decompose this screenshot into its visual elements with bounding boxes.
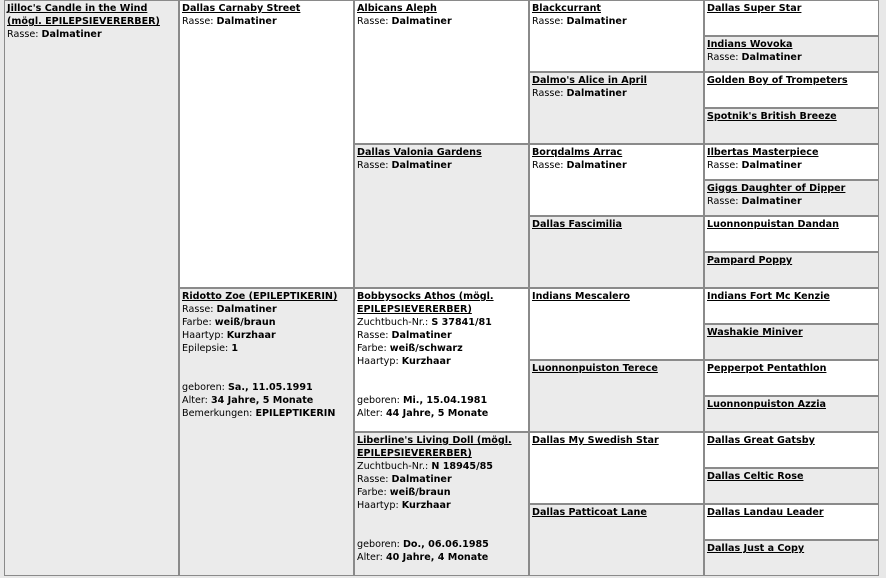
gen4-cell — [704, 252, 879, 288]
rasse-label: Rasse: — [532, 160, 564, 171]
gen3-link[interactable]: Dallas Patticoat Lane — [532, 507, 647, 518]
alter-value: 44 Jahre, 5 Monate — [385, 408, 489, 419]
alter-label: Alter: — [357, 552, 383, 563]
gen2-dd-zuchtbuch — [357, 460, 526, 473]
gen2-sd-link[interactable]: Dallas Valonia Gardens — [357, 147, 482, 158]
rasse-value: Dalmatiner — [391, 160, 452, 171]
rasse-value: Dalmatiner — [566, 160, 627, 171]
gen4-cell — [704, 36, 879, 72]
dam-geboren — [182, 381, 351, 394]
gen4-cell — [704, 216, 879, 252]
grandsire-paternal-cell — [354, 0, 529, 144]
farbe-label: Farbe: — [357, 487, 387, 498]
gen4-cell — [704, 396, 879, 432]
gen3-link[interactable]: Dalmo's Alice in April — [532, 75, 647, 86]
dam-bemerkungen — [182, 407, 351, 420]
subject-link[interactable]: Jilloc's Candle in the Wind (mögl. EPILEPSIEVERERBER) — [7, 3, 160, 27]
gen3-cell — [529, 360, 704, 432]
rasse-value: Dalmatiner — [41, 29, 102, 40]
gen2-dd-geboren — [357, 538, 526, 551]
gen4-link[interactable]: Dallas Just a Copy — [707, 543, 805, 554]
alter-value: 34 Jahre, 5 Monate — [210, 395, 314, 406]
rasse-value: Dalmatiner — [566, 88, 627, 99]
grandsire-maternal-cell — [354, 288, 529, 432]
epilepsie-label: Epilepsie: — [182, 343, 229, 354]
farbe-label: Farbe: — [182, 317, 212, 328]
haartyp-value: Kurzhaar — [401, 356, 451, 367]
rasse-label: Rasse: — [357, 330, 389, 341]
dam-rasse — [182, 303, 351, 316]
subject-rasse — [7, 28, 176, 41]
geboren-label: geboren: — [357, 395, 400, 406]
spacer — [357, 512, 526, 538]
gen4-cell — [704, 144, 879, 180]
rasse-value: Dalmatiner — [391, 474, 452, 485]
rasse-value: Dalmatiner — [741, 52, 802, 63]
haartyp-label: Haartyp: — [357, 356, 399, 367]
bemerkungen-value: EPILEPTIKERIN — [255, 408, 336, 419]
gen4-link[interactable]: Ilbertas Masterpiece — [707, 147, 819, 158]
granddam-paternal-cell — [354, 144, 529, 288]
gen4-cell — [704, 468, 879, 504]
gen3-rasse — [532, 159, 701, 172]
gen3-cell — [529, 288, 704, 360]
gen2-ds-haartyp — [357, 355, 526, 368]
sire-cell — [179, 0, 354, 288]
rasse-label: Rasse: — [532, 88, 564, 99]
gen4-cell — [704, 72, 879, 108]
geboren-value: Sa., 11.05.1991 — [227, 382, 313, 393]
gen4-link[interactable]: Dallas Landau Leader — [707, 507, 824, 518]
gen2-ss-rasse — [357, 15, 526, 28]
farbe-label: Farbe: — [357, 343, 387, 354]
zuchtbuch-label: Zuchtbuch-Nr.: — [357, 317, 429, 328]
subject-cell — [4, 0, 179, 576]
dam-epilepsie — [182, 342, 351, 355]
gen3-link[interactable]: Blackcurrant — [532, 3, 602, 14]
rasse-label: Rasse: — [7, 29, 39, 40]
gen3-cell — [529, 72, 704, 144]
gen4-link[interactable]: Dallas Super Star — [707, 3, 802, 14]
rasse-label: Rasse: — [707, 160, 739, 171]
rasse-label: Rasse: — [357, 16, 389, 27]
rasse-label: Rasse: — [182, 304, 214, 315]
gen2-ds-zuchtbuch — [357, 316, 526, 329]
alter-value: 40 Jahre, 4 Monate — [385, 552, 489, 563]
rasse-label: Rasse: — [182, 16, 214, 27]
gen3-link[interactable]: Luonnonpuiston Terece — [532, 363, 658, 374]
zuchtbuch-value: N 18945/85 — [431, 461, 493, 472]
gen4-link[interactable]: Dallas Great Gatsby — [707, 435, 815, 446]
farbe-value: weiß/braun — [214, 317, 276, 328]
rasse-label: Rasse: — [707, 196, 739, 207]
gen4-cell — [704, 540, 879, 576]
gen2-ds-geboren — [357, 394, 526, 407]
gen2-dd-haartyp — [357, 499, 526, 512]
spacer — [182, 355, 351, 381]
gen4-link[interactable]: Pepperpot Pentathlon — [707, 363, 827, 374]
gen2-dd-link[interactable]: Liberline's Living Doll (mögl. EPILEPSIEVERERBER) — [357, 435, 512, 459]
gen4-cell — [704, 108, 879, 144]
sire-rasse — [182, 15, 351, 28]
geboren-label: geboren: — [357, 539, 400, 550]
gen2-ds-link[interactable]: Bobbysocks Athos (mögl. EPILEPSIEVERERBER) — [357, 291, 494, 315]
rasse-label: Rasse: — [532, 16, 564, 27]
gen4-cell — [704, 504, 879, 540]
gen4-link[interactable]: Luonnonpuiston Azzia — [707, 399, 827, 410]
dam-farbe — [182, 316, 351, 329]
zuchtbuch-value: S 37841/81 — [431, 317, 492, 328]
gen2-dd-alter — [357, 551, 526, 564]
granddam-maternal-cell — [354, 432, 529, 576]
bemerkungen-label: Bemerkungen: — [182, 408, 253, 419]
dam-alter — [182, 394, 351, 407]
gen2-dd-rasse — [357, 473, 526, 486]
rasse-label: Rasse: — [357, 474, 389, 485]
gen4-link[interactable]: Dallas Celtic Rose — [707, 471, 804, 482]
gen3-link[interactable]: Dallas Fascimilia — [532, 219, 623, 230]
gen4-cell — [704, 180, 879, 216]
gen4-link[interactable]: Washakie Miniver — [707, 327, 803, 338]
rasse-label: Rasse: — [357, 160, 389, 171]
zuchtbuch-label: Zuchtbuch-Nr.: — [357, 461, 429, 472]
geboren-value: Do., 06.06.1985 — [402, 539, 489, 550]
rasse-label: Rasse: — [707, 52, 739, 63]
gen4-cell — [704, 0, 879, 36]
gen2-sd-rasse — [357, 159, 526, 172]
gen4-cell — [704, 360, 879, 396]
dam-cell — [179, 288, 354, 576]
haartyp-value: Kurzhaar — [401, 500, 451, 511]
gen4-cell — [704, 288, 879, 324]
rasse-value: Dalmatiner — [216, 304, 277, 315]
geboren-label: geboren: — [182, 382, 225, 393]
dam-haartyp — [182, 329, 351, 342]
gen2-ss-link[interactable]: Albicans Aleph — [357, 3, 437, 14]
haartyp-value: Kurzhaar — [226, 330, 276, 341]
rasse-value: Dalmatiner — [741, 196, 802, 207]
farbe-value: weiß/schwarz — [389, 343, 463, 354]
gen3-cell — [529, 504, 704, 576]
haartyp-label: Haartyp: — [357, 500, 399, 511]
gen3-cell — [529, 432, 704, 504]
gen4-link[interactable]: Indians Fort Mc Kenzie — [707, 291, 830, 302]
gen4-link[interactable]: Luonnonpuistan Dandan — [707, 219, 839, 230]
gen3-cell — [529, 0, 704, 72]
gen2-dd-farbe — [357, 486, 526, 499]
gen4-cell — [704, 324, 879, 360]
gen2-ds-alter — [357, 407, 526, 420]
rasse-value: Dalmatiner — [391, 330, 452, 341]
gen4-rasse — [707, 51, 876, 64]
gen4-rasse — [707, 195, 876, 208]
gen2-ds-rasse — [357, 329, 526, 342]
gen3-link[interactable]: Borqdalms Arrac — [532, 147, 623, 158]
gen3-cell — [529, 216, 704, 288]
gen4-link[interactable]: Pampard Poppy — [707, 255, 793, 266]
rasse-value: Dalmatiner — [741, 160, 802, 171]
gen4-cell — [704, 432, 879, 468]
gen4-link[interactable]: Golden Boy of Trompeters — [707, 75, 848, 86]
farbe-value: weiß/braun — [389, 487, 451, 498]
rasse-value: Dalmatiner — [566, 16, 627, 27]
gen4-link[interactable]: Indians Wovoka — [707, 39, 793, 50]
gen3-rasse — [532, 87, 701, 100]
rasse-value: Dalmatiner — [216, 16, 277, 27]
alter-label: Alter: — [182, 395, 208, 406]
alter-label: Alter: — [357, 408, 383, 419]
gen4-rasse — [707, 159, 876, 172]
gen3-link[interactable]: Dallas My Swedish Star — [532, 435, 659, 446]
rasse-value: Dalmatiner — [391, 16, 452, 27]
spacer — [357, 368, 526, 394]
haartyp-label: Haartyp: — [182, 330, 224, 341]
epilepsie-value: 1 — [231, 343, 239, 354]
geboren-value: Mi., 15.04.1981 — [402, 395, 488, 406]
gen2-ds-farbe — [357, 342, 526, 355]
dam-link[interactable]: Ridotto Zoe (EPILEPTIKERIN) — [182, 291, 338, 302]
gen4-link[interactable]: Giggs Daughter of Dipper — [707, 183, 846, 194]
gen3-rasse — [532, 15, 701, 28]
gen4-link[interactable]: Spotnik's British Breeze — [707, 111, 837, 122]
gen3-link[interactable]: Indians Mescalero — [532, 291, 630, 302]
gen3-cell — [529, 144, 704, 216]
sire-link[interactable]: Dallas Carnaby Street — [182, 3, 301, 14]
